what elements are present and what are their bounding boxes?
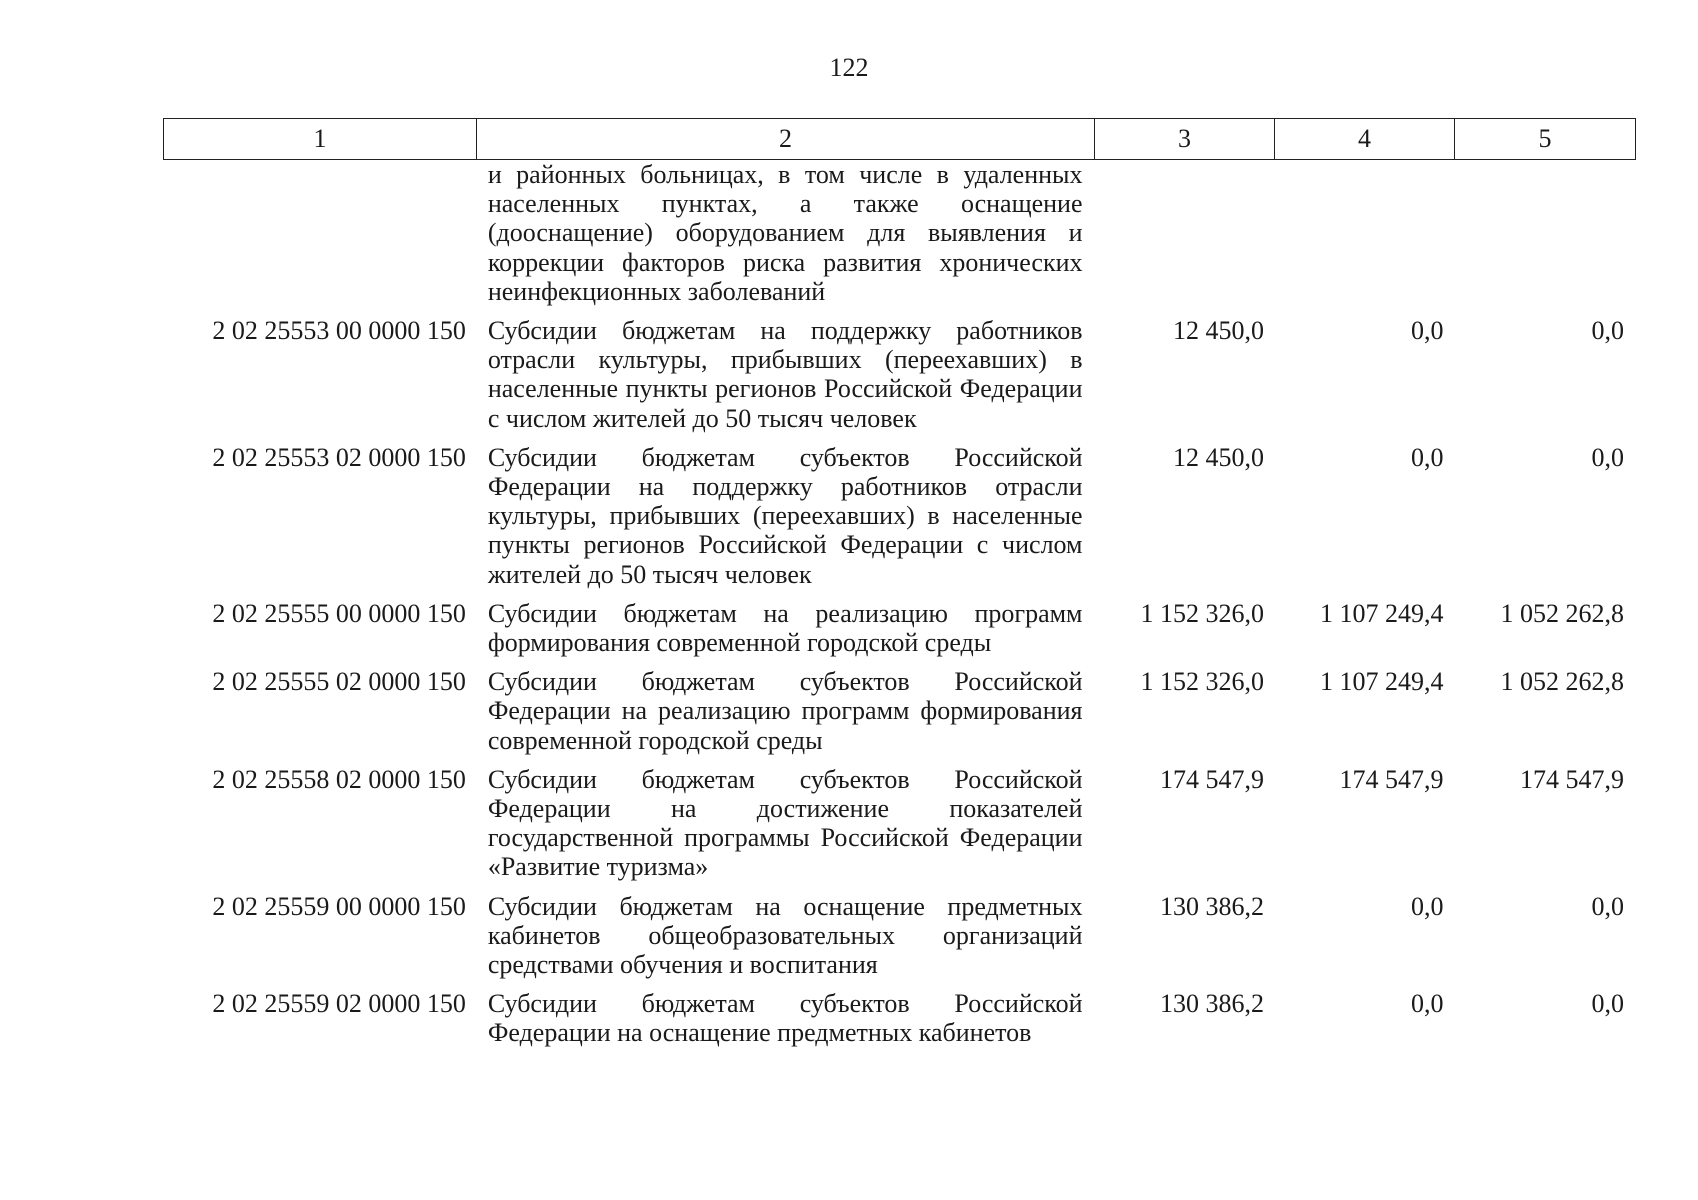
row-value-col4: 0,0 bbox=[1410, 442, 1444, 472]
table-row bbox=[163, 599, 1634, 667]
table-row bbox=[163, 667, 1634, 765]
row-code bbox=[163, 160, 476, 316]
row-value-col3: 1 152 326,0 bbox=[1140, 667, 1264, 697]
row-value-col4: 0,0 bbox=[1410, 891, 1444, 921]
row-name: Субсидии бюджетам субъектов Российской Федерации на оснащение предметных кабинетов bbox=[487, 989, 1083, 1048]
row-value-col5 bbox=[1453, 160, 1634, 316]
row-value-col4 bbox=[1274, 160, 1453, 316]
row-name: Субсидии бюджетам субъектов Российской Федерации на достижение показателей государственной программы Российской Федерации «Развитие туризма» bbox=[487, 764, 1083, 882]
row-name: Субсидии бюджетам на реализацию программ формирования современной городской среды bbox=[487, 598, 1083, 658]
row-code: 2 02 25553 00 0000 150 bbox=[212, 316, 466, 346]
row-code: 2 02 25555 02 0000 150 bbox=[212, 667, 466, 697]
row-value-col3: 12 450,0 bbox=[1173, 442, 1264, 472]
table-row bbox=[163, 989, 1634, 1057]
table-row bbox=[163, 316, 1634, 443]
row-value-col5: 1 052 262,8 bbox=[1500, 667, 1624, 697]
row-value-col3: 174 547,9 bbox=[1160, 764, 1264, 794]
header-row bbox=[164, 119, 1636, 160]
row-code: 2 02 25558 02 0000 150 bbox=[212, 764, 466, 794]
row-value-col5: 0,0 bbox=[1591, 442, 1624, 472]
table-row bbox=[163, 443, 1634, 599]
header-col-1: 1 bbox=[164, 119, 477, 160]
table-row bbox=[163, 160, 1634, 316]
row-code: 2 02 25555 00 0000 150 bbox=[212, 598, 466, 628]
row-value-col4: 1 107 249,4 bbox=[1319, 598, 1444, 628]
row-code: 2 02 25553 02 0000 150 bbox=[212, 442, 466, 472]
row-name: Субсидии бюджетам субъектов Российской Федерации на поддержку работников отрасли культуры, прибывших (переехавших) в населенные пункты регионов Российской Федерации с числом жителей до 50 тысяч человек bbox=[487, 442, 1083, 589]
row-value-col3: 130 386,2 bbox=[1160, 989, 1264, 1019]
row-code: 2 02 25559 00 0000 150 bbox=[212, 891, 466, 921]
table-row bbox=[163, 892, 1634, 990]
row-value-col5: 0,0 bbox=[1591, 891, 1624, 921]
row-name: и районных больницах, в том числе в удаленных населенных пунктах, а также оснащение (дооснащение) оборудованием для выявления и коррекции факторов риска развития хронических неинфекционных заболеваний bbox=[487, 160, 1083, 306]
table-header bbox=[163, 118, 1636, 160]
header-col-2: 2 bbox=[477, 119, 1095, 160]
header-col-3: 3 bbox=[1095, 119, 1275, 160]
row-value-col5: 0,0 bbox=[1591, 989, 1624, 1019]
table-row bbox=[163, 765, 1634, 892]
row-value-col4: 0,0 bbox=[1410, 989, 1444, 1019]
row-value-col4: 1 107 249,4 bbox=[1319, 667, 1444, 697]
row-value-col3 bbox=[1095, 160, 1274, 316]
row-value-col3: 12 450,0 bbox=[1173, 316, 1264, 346]
row-name: Субсидии бюджетам субъектов Российской Федерации на реализацию программ формирования современной городской среды bbox=[487, 667, 1083, 755]
row-value-col3: 130 386,2 bbox=[1160, 891, 1264, 921]
row-value-col5: 174 547,9 bbox=[1520, 764, 1624, 794]
header-col-5: 5 bbox=[1455, 119, 1636, 160]
page-number: 122 bbox=[829, 53, 869, 82]
row-value-col4: 174 547,9 bbox=[1339, 764, 1444, 794]
header-col-4: 4 bbox=[1275, 119, 1455, 160]
budget-table bbox=[163, 160, 1634, 1058]
row-value-col5: 1 052 262,8 bbox=[1500, 598, 1624, 628]
row-name: Субсидии бюджетам на оснащение предметных кабинетов общеобразовательных организаций средствами обучения и воспитания bbox=[487, 891, 1083, 980]
row-value-col4: 0,0 bbox=[1410, 316, 1444, 346]
row-name: Субсидии бюджетам на поддержку работников отрасли культуры, прибывших (переехавших) в населенные пункты регионов Российской Федерации с числом жителей до 50 тысяч человек bbox=[487, 316, 1083, 433]
row-value-col3: 1 152 326,0 bbox=[1140, 598, 1264, 628]
row-value-col5: 0,0 bbox=[1591, 316, 1624, 346]
row-code: 2 02 25559 02 0000 150 bbox=[212, 989, 466, 1019]
